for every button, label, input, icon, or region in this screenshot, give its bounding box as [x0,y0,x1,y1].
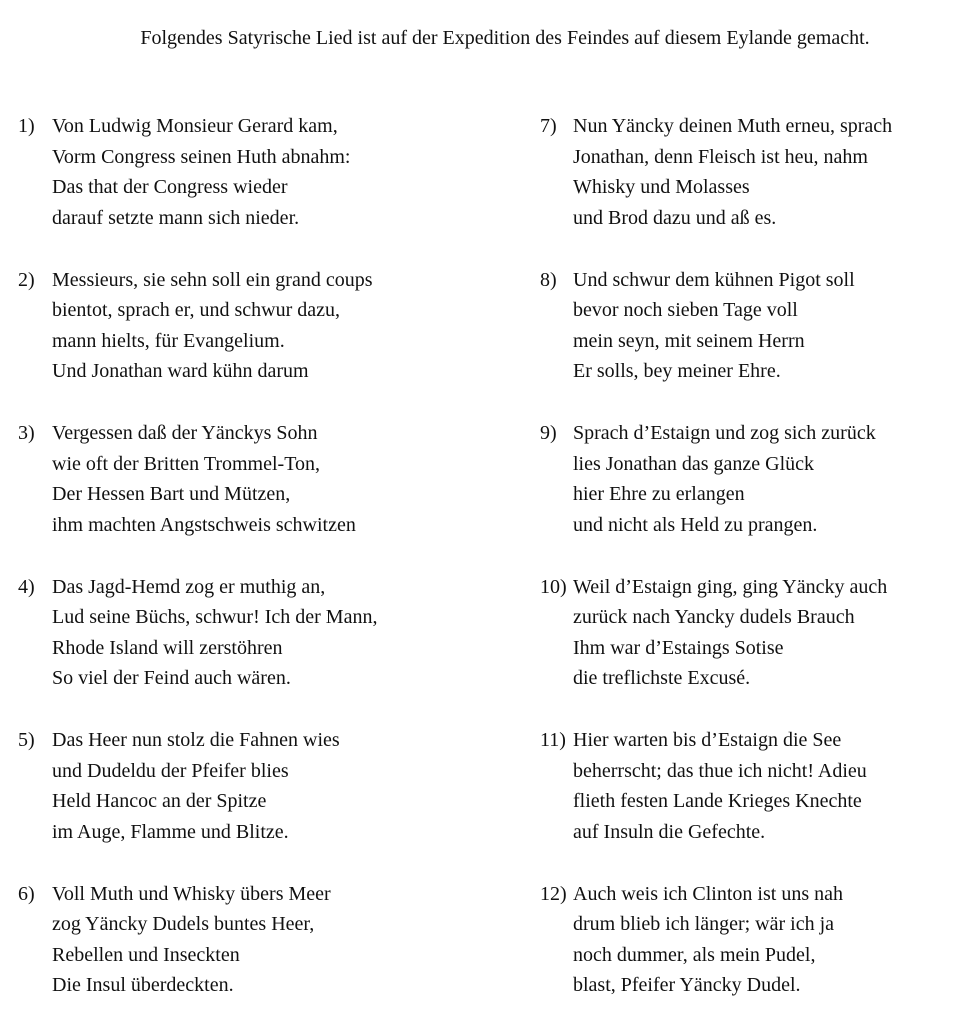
verse-line: Das Heer nun stolz die Fahnen wies [52,729,340,752]
stanza-lines [573,879,960,1001]
verse-line: Messieurs, sie sehn soll ein grand coups [52,268,373,291]
stanza [540,111,960,265]
verse-line: auf Insuln die Gefechte. [573,820,766,843]
stanza-number: 7) [540,115,557,137]
verse-line: wie oft der Britten Trommel-Ton, [52,452,321,475]
verse-line: darauf setzte mann sich nieder. [52,206,300,229]
stanza-number: 2) [18,268,35,291]
verse-line: Nun Yäncky deinen Muth erneu, sprach [573,115,893,137]
verse-line: bientot, sprach er, und schwur dazu, [52,299,340,322]
verse-line: bevor noch sieben Tage voll [573,299,798,322]
stanza-number: 9) [540,422,557,445]
verse-line: Er solls, bey meiner Ehre. [573,360,781,383]
right-column [540,111,960,1033]
stanza-lines [573,111,960,233]
stanza-lines [52,879,488,1001]
stanza-lines [52,111,488,233]
stanza-lines [52,725,488,847]
stanza [18,572,488,726]
stanza [18,111,488,265]
stanza [540,725,960,879]
stanza-number: 10) [540,575,567,598]
verse-line: die treflichste Excusé. [573,667,751,690]
stanza-number: 4) [18,575,35,598]
verse-line: im Auge, Flamme und Blitze. [52,820,289,843]
verse-line: und nicht als Held zu prangen. [573,513,818,536]
verse-line: Das that der Congress wieder [52,176,288,198]
verse-line: Der Hessen Bart und Mützen, [52,483,291,506]
verse-line: So viel der Feind auch wären. [52,667,291,690]
stanza-number: 5) [18,729,35,752]
stanza-lines [573,725,960,847]
verse-line: Whisky und Molasses [573,176,750,198]
stanza-lines [52,572,488,694]
verse-line: blast, Pfeifer Yäncky Dudel. [573,974,801,997]
verse-line: Die Insul überdeckten. [52,974,234,997]
verse-line: und Dudeldu der Pfeifer blies [52,759,289,782]
left-column [18,111,488,1033]
verse-line: flieth festen Lande Krieges Knechte [573,790,862,813]
verse-line: zog Yäncky Dudels buntes Heer, [52,913,315,936]
verse-line: ihm machten Angstschweis schwitzen [52,513,356,536]
verse-line: Vergessen daß der Yänckys Sohn [52,422,318,445]
verse-line: Hier warten bis d’Estaign die See [573,729,842,752]
verse-line: Auch weis ich Clinton ist uns nah [573,882,843,905]
verse-line: Sprach d’Estaign und zog sich zurück [573,422,876,445]
verse-line: Und schwur dem kühnen Pigot soll [573,268,855,291]
verse-line: Lud seine Büchs, schwur! Ich der Mann, [52,606,378,629]
page-title: Folgendes Satyrische Lied ist auf der Expedition des Feindes auf diesem Eylande gemacht. [140,27,870,49]
stanza [540,265,960,419]
verse-line: beherrscht; das thue ich nicht! Adieu [573,759,867,782]
verse-line: Vorm Congress seinen Huth abnahm: [52,145,351,168]
stanza-lines [573,418,960,540]
verse-line: und Brod dazu und aß es. [573,206,777,229]
stanza-number: 11) [540,729,566,752]
verse-line: drum blieb ich länger; wär ich ja [573,913,835,936]
verse-line: Rhode Island will zerstöhren [52,636,283,659]
stanza [18,418,488,572]
stanza-number: 12) [540,882,567,905]
stanza [540,418,960,572]
verse-line: zurück nach Yancky dudels Brauch [573,606,855,629]
verse-line: Und Jonathan ward kühn darum [52,360,309,383]
stanza-lines [52,265,488,387]
stanza-number: 6) [18,882,35,905]
verse-line: Ihm war d’Estaings Sotise [573,636,784,659]
verse-line: Das Jagd-Hemd zog er muthig an, [52,575,326,598]
stanza-lines [52,418,488,540]
verse-line: mann hielts, für Evangelium. [52,329,285,352]
verse-line: noch dummer, als mein Pudel, [573,943,816,966]
verse-line: Rebellen und Inseckten [52,943,240,966]
stanza-lines [573,265,960,387]
stanza [540,572,960,726]
verse-line: Held Hancoc an der Spitze [52,790,267,813]
stanza [18,879,488,1033]
verse-line: lies Jonathan das ganze Glück [573,452,815,475]
stanza-number: 8) [540,268,557,291]
verse-line: Weil d’Estaign ging, ging Yäncky auch [573,575,888,598]
verse-line: hier Ehre zu erlangen [573,483,745,506]
stanza [18,725,488,879]
stanza-number: 1) [18,115,35,137]
verse-line: mein seyn, mit seinem Herrn [573,329,805,352]
verse-line: Jonathan, denn Fleisch ist heu, nahm [573,145,868,168]
stanza [18,265,488,419]
stanza [540,879,960,1033]
stanza-lines [573,572,960,694]
verse-line: Von Ludwig Monsieur Gerard kam, [52,115,338,137]
stanza-number: 3) [18,422,35,445]
verse-line: Voll Muth und Whisky übers Meer [52,882,331,905]
